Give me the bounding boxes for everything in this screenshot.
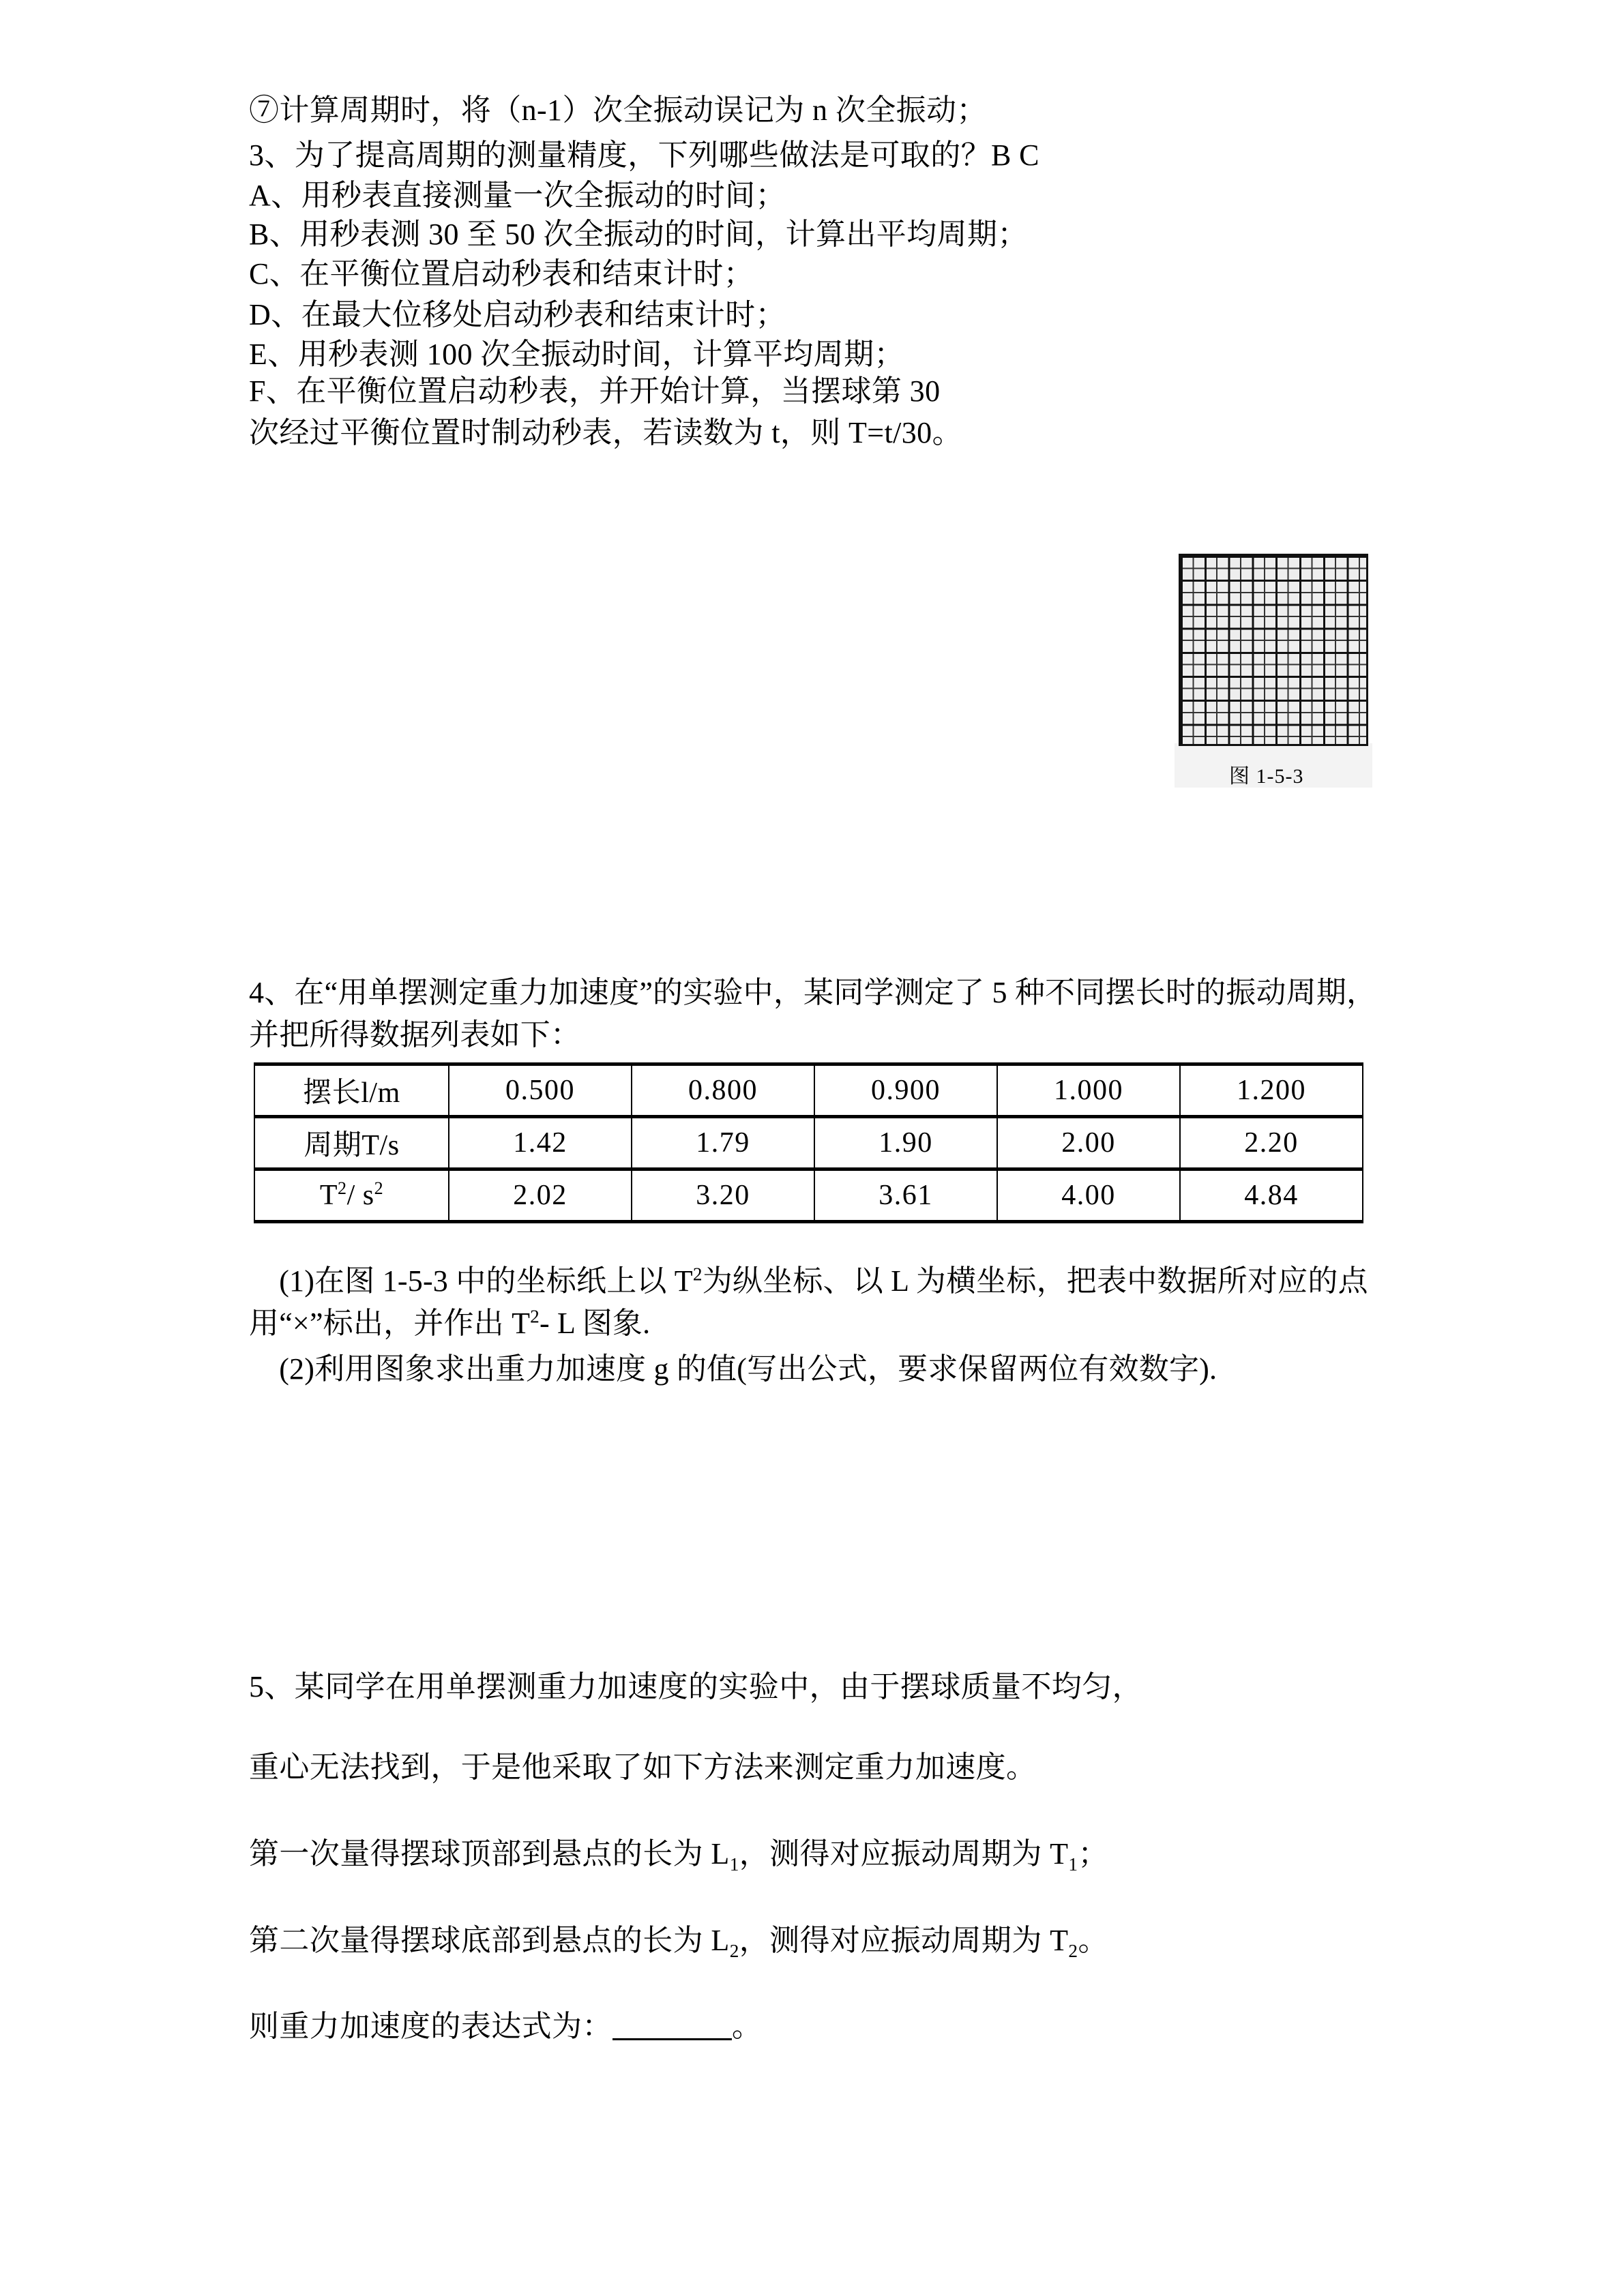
question-4-part-2: (2)利用图象求出重力加速度 g 的值(写出公式，要求保留两位有效数字). — [249, 1352, 1217, 1386]
item-7-note: ⑦计算周期时，将（n-1）次全振动误记为 n 次全振动； — [249, 93, 987, 127]
row-header-t-squared — [254, 1169, 449, 1222]
option-f-line1: F、在平衡位置启动秒表，并开始计算，当摆球第 30 — [249, 374, 941, 408]
cell-t2-2: 3.20 — [632, 1169, 814, 1222]
line4-text-c: 。 — [1078, 1924, 1108, 1957]
row-header-length: 摆长l/m — [254, 1064, 449, 1117]
question-5-line-3 — [249, 1837, 1108, 1875]
figure-1-5-3 — [1175, 549, 1372, 788]
cell-t2-3: 3.61 — [814, 1169, 997, 1222]
answer-prompt-label: 则重力加速度的表达式为： — [249, 2010, 612, 2043]
part1-text-b: 为纵坐标、以 L 为横坐标，把表中数据所对应的点用“×”标出，并作出 T — [249, 1264, 1368, 1340]
option-c: C、在平衡位置启动秒表和结束计时； — [249, 257, 754, 290]
line3-text-c: ； — [1078, 1837, 1108, 1870]
question-4-stem: 4、在“用单摆测定重力加速度”的实验中，某同学测定了 5 种不同摆长时的振动周期，并把所得数据列表如下： — [249, 976, 1377, 1052]
cell-length-2: 0.800 — [632, 1064, 814, 1117]
cell-t2-5: 4.84 — [1180, 1169, 1363, 1222]
question-5-line-2: 重心无法找到，于是他采取了如下方法来测定重力加速度。 — [249, 1750, 1037, 1784]
question-5-line-4 — [249, 1924, 1108, 1961]
t-squared-label-sup2: 2 — [374, 1178, 384, 1198]
question-4-part-1 — [249, 1260, 1378, 1345]
t-squared-label-mid: / s — [346, 1180, 374, 1211]
option-d: D、在最大位移处启动秒表和结束计时； — [249, 298, 786, 331]
table-row — [254, 1064, 1363, 1117]
line4-sub-2: 2 — [1068, 1940, 1078, 1961]
cell-period-1: 1.42 — [449, 1117, 632, 1169]
option-f-line2: 次经过平衡位置时制动秒表，若读数为 t，则 T=t/30。 — [249, 416, 962, 449]
graph-paper-grid — [1179, 554, 1368, 746]
answer-trailing-punct: 。 — [731, 2010, 763, 2043]
cell-t2-1: 2.02 — [449, 1169, 632, 1222]
cell-length-4: 1.000 — [997, 1064, 1180, 1117]
answer-blank-field[interactable] — [612, 2015, 732, 2040]
cell-length-1: 0.500 — [449, 1064, 632, 1117]
part1-sup-2: 2 — [530, 1306, 540, 1327]
line3-text-a: 第一次量得摆球顶部到悬点的长为 L — [249, 1837, 730, 1870]
t-squared-label-sup: 2 — [338, 1178, 347, 1198]
table-row — [254, 1117, 1363, 1169]
cell-t2-4: 4.00 — [997, 1169, 1180, 1222]
figure-caption: 图 1-5-3 — [1229, 765, 1304, 788]
row-header-period: 周期T/s — [254, 1117, 449, 1169]
line3-text-b: ，测得对应振动周期为 T — [739, 1837, 1069, 1870]
option-a: A、用秒表直接测量一次全振动的时间； — [249, 179, 786, 212]
line3-sub-2: 1 — [1068, 1853, 1078, 1875]
cell-period-2: 1.79 — [632, 1117, 814, 1169]
cell-length-3: 0.900 — [814, 1064, 997, 1117]
option-e: E、用秒表测 100 次全振动时间，计算平均周期； — [249, 338, 904, 371]
cell-period-4: 2.00 — [997, 1117, 1180, 1169]
part1-sup-1: 2 — [692, 1264, 703, 1285]
part1-text-c: - L 图象. — [540, 1307, 651, 1340]
question-3-stem: 3、为了提高周期的测量精度，下列哪些做法是可取的？B C — [249, 138, 1039, 172]
line3-sub-1: 1 — [729, 1853, 739, 1875]
line4-text-a: 第二次量得摆球底部到悬点的长为 L — [249, 1924, 730, 1957]
data-table — [254, 1062, 1362, 1223]
cell-period-3: 1.90 — [814, 1117, 997, 1169]
cell-length-5: 1.200 — [1180, 1064, 1363, 1117]
question-5-answer-line — [249, 2012, 762, 2042]
line4-text-b: ，测得对应振动周期为 T — [739, 1924, 1069, 1957]
option-b: B、用秒表测 30 至 50 次全振动的时间，计算出平均周期； — [249, 218, 1028, 251]
t-squared-label-base: T — [319, 1180, 338, 1211]
part1-text-a: (1)在图 1-5-3 中的坐标纸上以 T — [249, 1264, 693, 1298]
cell-period-5: 2.20 — [1180, 1117, 1363, 1169]
question-5-line-1: 5、某同学在用单摆测重力加速度的实验中，由于摆球质量不均匀， — [249, 1670, 1142, 1703]
line4-sub-1: 2 — [729, 1940, 739, 1961]
table-row — [254, 1169, 1363, 1222]
